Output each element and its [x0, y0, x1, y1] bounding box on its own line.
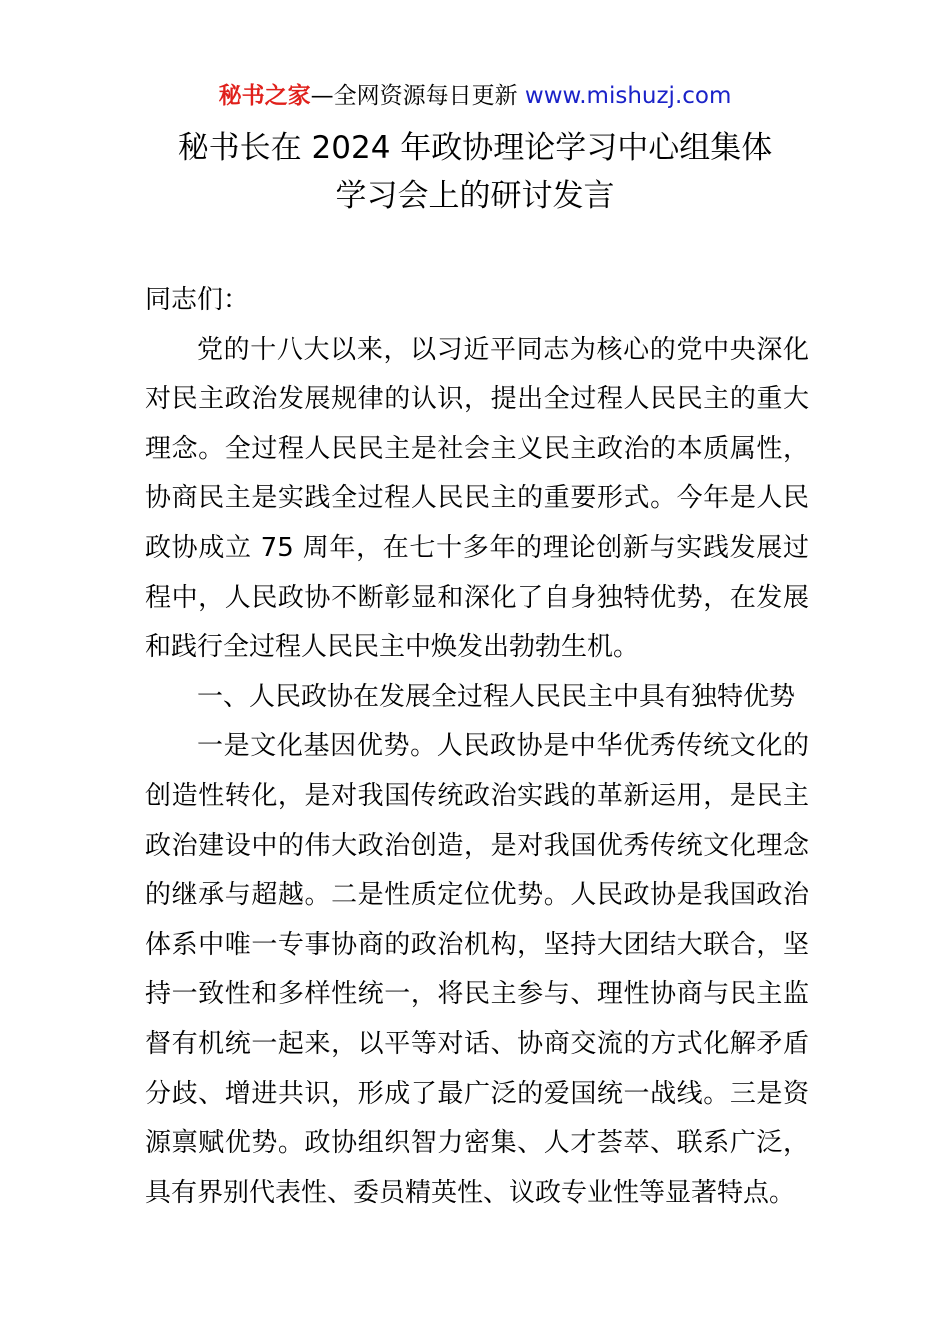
section-heading-1: 一、人民政协在发展全过程人民民主中具有独特优势 [197, 681, 796, 712]
body-paragraph-2: 一是文化基因优势。人民政协是中华优秀传统文化的创造性转化，是对我国传统政治实践的革新运用，是民主政治建设中的伟大政治创造，是对我国优秀传统文化理念的继承与超越。二是性质定位优势。人民政协是我国政治体系中唯一专事协商的政治机构，坚持大团结大联合，坚持一致性和多样性统一，将民主参与、理性协商与民主监督有机统一起来，以平等对话、协商交流的方式化解矛盾分歧、增进共识，形成了最广泛的爱国统一战线。三是资源禀赋优势。政协组织智力密集、人才荟萃、联系广泛，具有界别代表性、委员精英性、议政专业性等显著特点。 [145, 731, 809, 1208]
site-url-link[interactable]: www.mishuzj.com [524, 83, 732, 109]
document-body [145, 276, 809, 1218]
document-title-line-1: 秘书长在 2024 年政协理论学习中心组集体 [177, 130, 773, 166]
salutation: 同志们： [145, 285, 250, 315]
site-header [0, 80, 950, 112]
site-brand: 秘书之家 [218, 83, 311, 109]
site-tagline: —全网资源每日更新 [310, 83, 525, 109]
document-title-line-2: 学习会上的研讨发言 [335, 178, 615, 214]
document-title [0, 124, 950, 220]
body-paragraph-1: 党的十八大以来，以习近平同志为核心的党中央深化对民主政治发展规律的认识，提出全过程人民民主的重大理念。全过程人民民主是社会主义民主政治的本质属性，协商民主是实践全过程人民民主的重要形式。今年是人民政协成立 75 周年，在七十多年的理论创新与实践发展过程中，人民政协不断彰显和深化了自身独特优势，在发展和践行全过程人民民主中焕发出勃勃生机。 [145, 334, 809, 663]
